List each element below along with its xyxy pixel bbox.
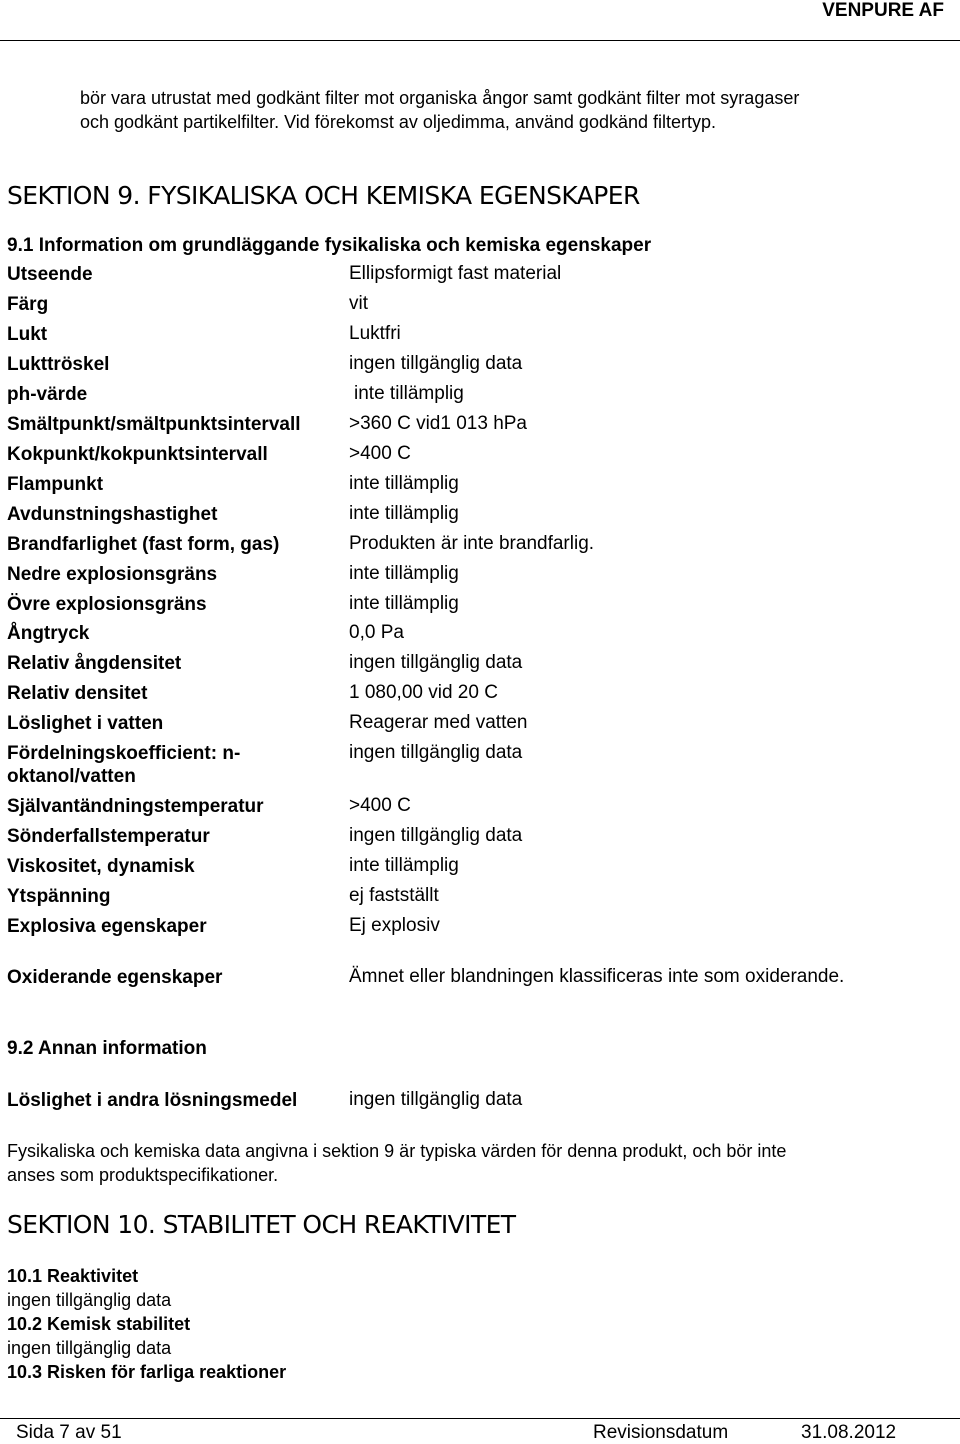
property-label: Flampunkt — [7, 474, 104, 495]
property-value: Luktfri — [349, 323, 401, 344]
subsection-9-1-heading: 9.1 Information om grundläggande fysikaliska och kemiska egenskaper — [7, 235, 652, 256]
footer-divider — [0, 1418, 960, 1419]
subsection-9-2-heading: 9.2 Annan information — [7, 1038, 207, 1059]
revision-date: 31.08.2012 — [801, 1422, 897, 1443]
property-label: ph-värde — [7, 384, 88, 405]
property-label: Lukttröskel — [7, 354, 110, 375]
property-label: Nedre explosionsgräns — [7, 564, 218, 585]
subsection-10-3-heading: 10.3 Risken för farliga reaktioner — [7, 1362, 287, 1382]
property-value: ingen tillgänglig data — [349, 353, 523, 374]
header-divider — [0, 40, 960, 41]
property-value: inte tillämplig — [349, 473, 459, 494]
property-label: Ytspänning — [7, 886, 111, 907]
property-value: ingen tillgänglig data — [349, 652, 523, 673]
property-label: Utseende — [7, 264, 93, 285]
property-value: >360 C vid1 013 hPa — [349, 413, 527, 434]
property-label: Relativ ångdensitet — [7, 653, 182, 674]
property-label: Viskositet, dynamisk — [7, 856, 195, 877]
subsection-10-1-heading: 10.1 Reaktivitet — [7, 1266, 139, 1286]
subsection-10-2-value: ingen tillgänglig data — [7, 1338, 172, 1358]
property-label: Löslighet i andra lösningsmedel — [7, 1090, 298, 1111]
page-number: Sida 7 av 51 — [16, 1422, 122, 1443]
property-label: Oxiderande egenskaper — [7, 967, 223, 988]
intro-paragraph — [80, 86, 799, 134]
property-value: inte tillämplig — [354, 383, 464, 404]
property-label: Explosiva egenskaper — [7, 916, 207, 937]
property-value: inte tillämplig — [349, 563, 459, 584]
property-value: ingen tillgänglig data — [349, 1089, 523, 1110]
section-9-note — [7, 1139, 786, 1187]
property-label: Brandfarlighet (fast form, gas) — [7, 534, 280, 555]
property-value: ingen tillgänglig data — [349, 825, 523, 846]
property-label: Relativ densitet — [7, 683, 148, 704]
subsection-10-2-heading: 10.2 Kemisk stabilitet — [7, 1314, 191, 1334]
property-label-line: oktanol/vatten — [7, 766, 136, 787]
note-line: anses som produktspecifikationer. — [7, 1165, 279, 1185]
property-label: Löslighet i vatten — [7, 713, 164, 734]
section-10-heading: SEKTION 10. STABILITET OCH REAKTIVITET — [7, 1210, 516, 1239]
property-value: inte tillämplig — [349, 593, 459, 614]
note-line: Fysikaliska och kemiska data angivna i sektion 9 är typiska värden för denna produkt, och bör inte — [7, 1141, 787, 1161]
subsection-10-1-value: ingen tillgänglig data — [7, 1290, 172, 1310]
property-value: >400 C — [349, 795, 411, 816]
revision-label: Revisionsdatum — [593, 1422, 729, 1443]
intro-line: och godkänt partikelfilter. Vid förekomst av oljedimma, använd godkänd filtertyp. — [80, 112, 717, 132]
property-value: inte tillämplig — [349, 855, 459, 876]
property-value: >400 C — [349, 443, 411, 464]
property-value: ej fastställt — [349, 885, 439, 906]
section-9-heading: SEKTION 9. FYSIKALISKA OCH KEMISKA EGENSKAPER — [7, 181, 640, 210]
property-value: Ellipsformigt fast material — [349, 263, 562, 284]
company-name: VENPURE AF — [822, 0, 944, 21]
property-label: Ångtryck — [7, 623, 90, 644]
property-label: Sönderfallstemperatur — [7, 826, 210, 847]
property-value: Reagerar med vatten — [349, 712, 528, 733]
intro-line: bör vara utrustat med godkänt filter mot organiska ångor samt godkänt filter mot syragaser — [80, 88, 800, 108]
property-value: 0,0 Pa — [349, 622, 404, 643]
property-label: Avdunstningshastighet — [7, 504, 218, 525]
property-value: Ämnet eller blandningen klassificeras inte som oxiderande. — [349, 966, 845, 987]
property-label: Färg — [7, 294, 49, 315]
property-value: Ej explosiv — [349, 915, 440, 936]
property-value: Produkten är inte brandfarlig. — [349, 533, 595, 554]
property-value: ingen tillgänglig data — [349, 742, 523, 763]
property-value: vit — [349, 293, 368, 314]
property-label: Övre explosionsgräns — [7, 594, 207, 615]
property-value: 1 080,00 vid 20 C — [349, 682, 498, 703]
property-value: inte tillämplig — [349, 503, 459, 524]
property-label-line: Fördelningskoefficient: n- — [7, 743, 241, 764]
property-label: Självantändningstemperatur — [7, 796, 264, 817]
property-label — [7, 742, 240, 788]
property-label: Lukt — [7, 324, 48, 345]
property-label: Smältpunkt/smältpunktsintervall — [7, 414, 301, 435]
property-label: Kokpunkt/kokpunktsintervall — [7, 444, 268, 465]
